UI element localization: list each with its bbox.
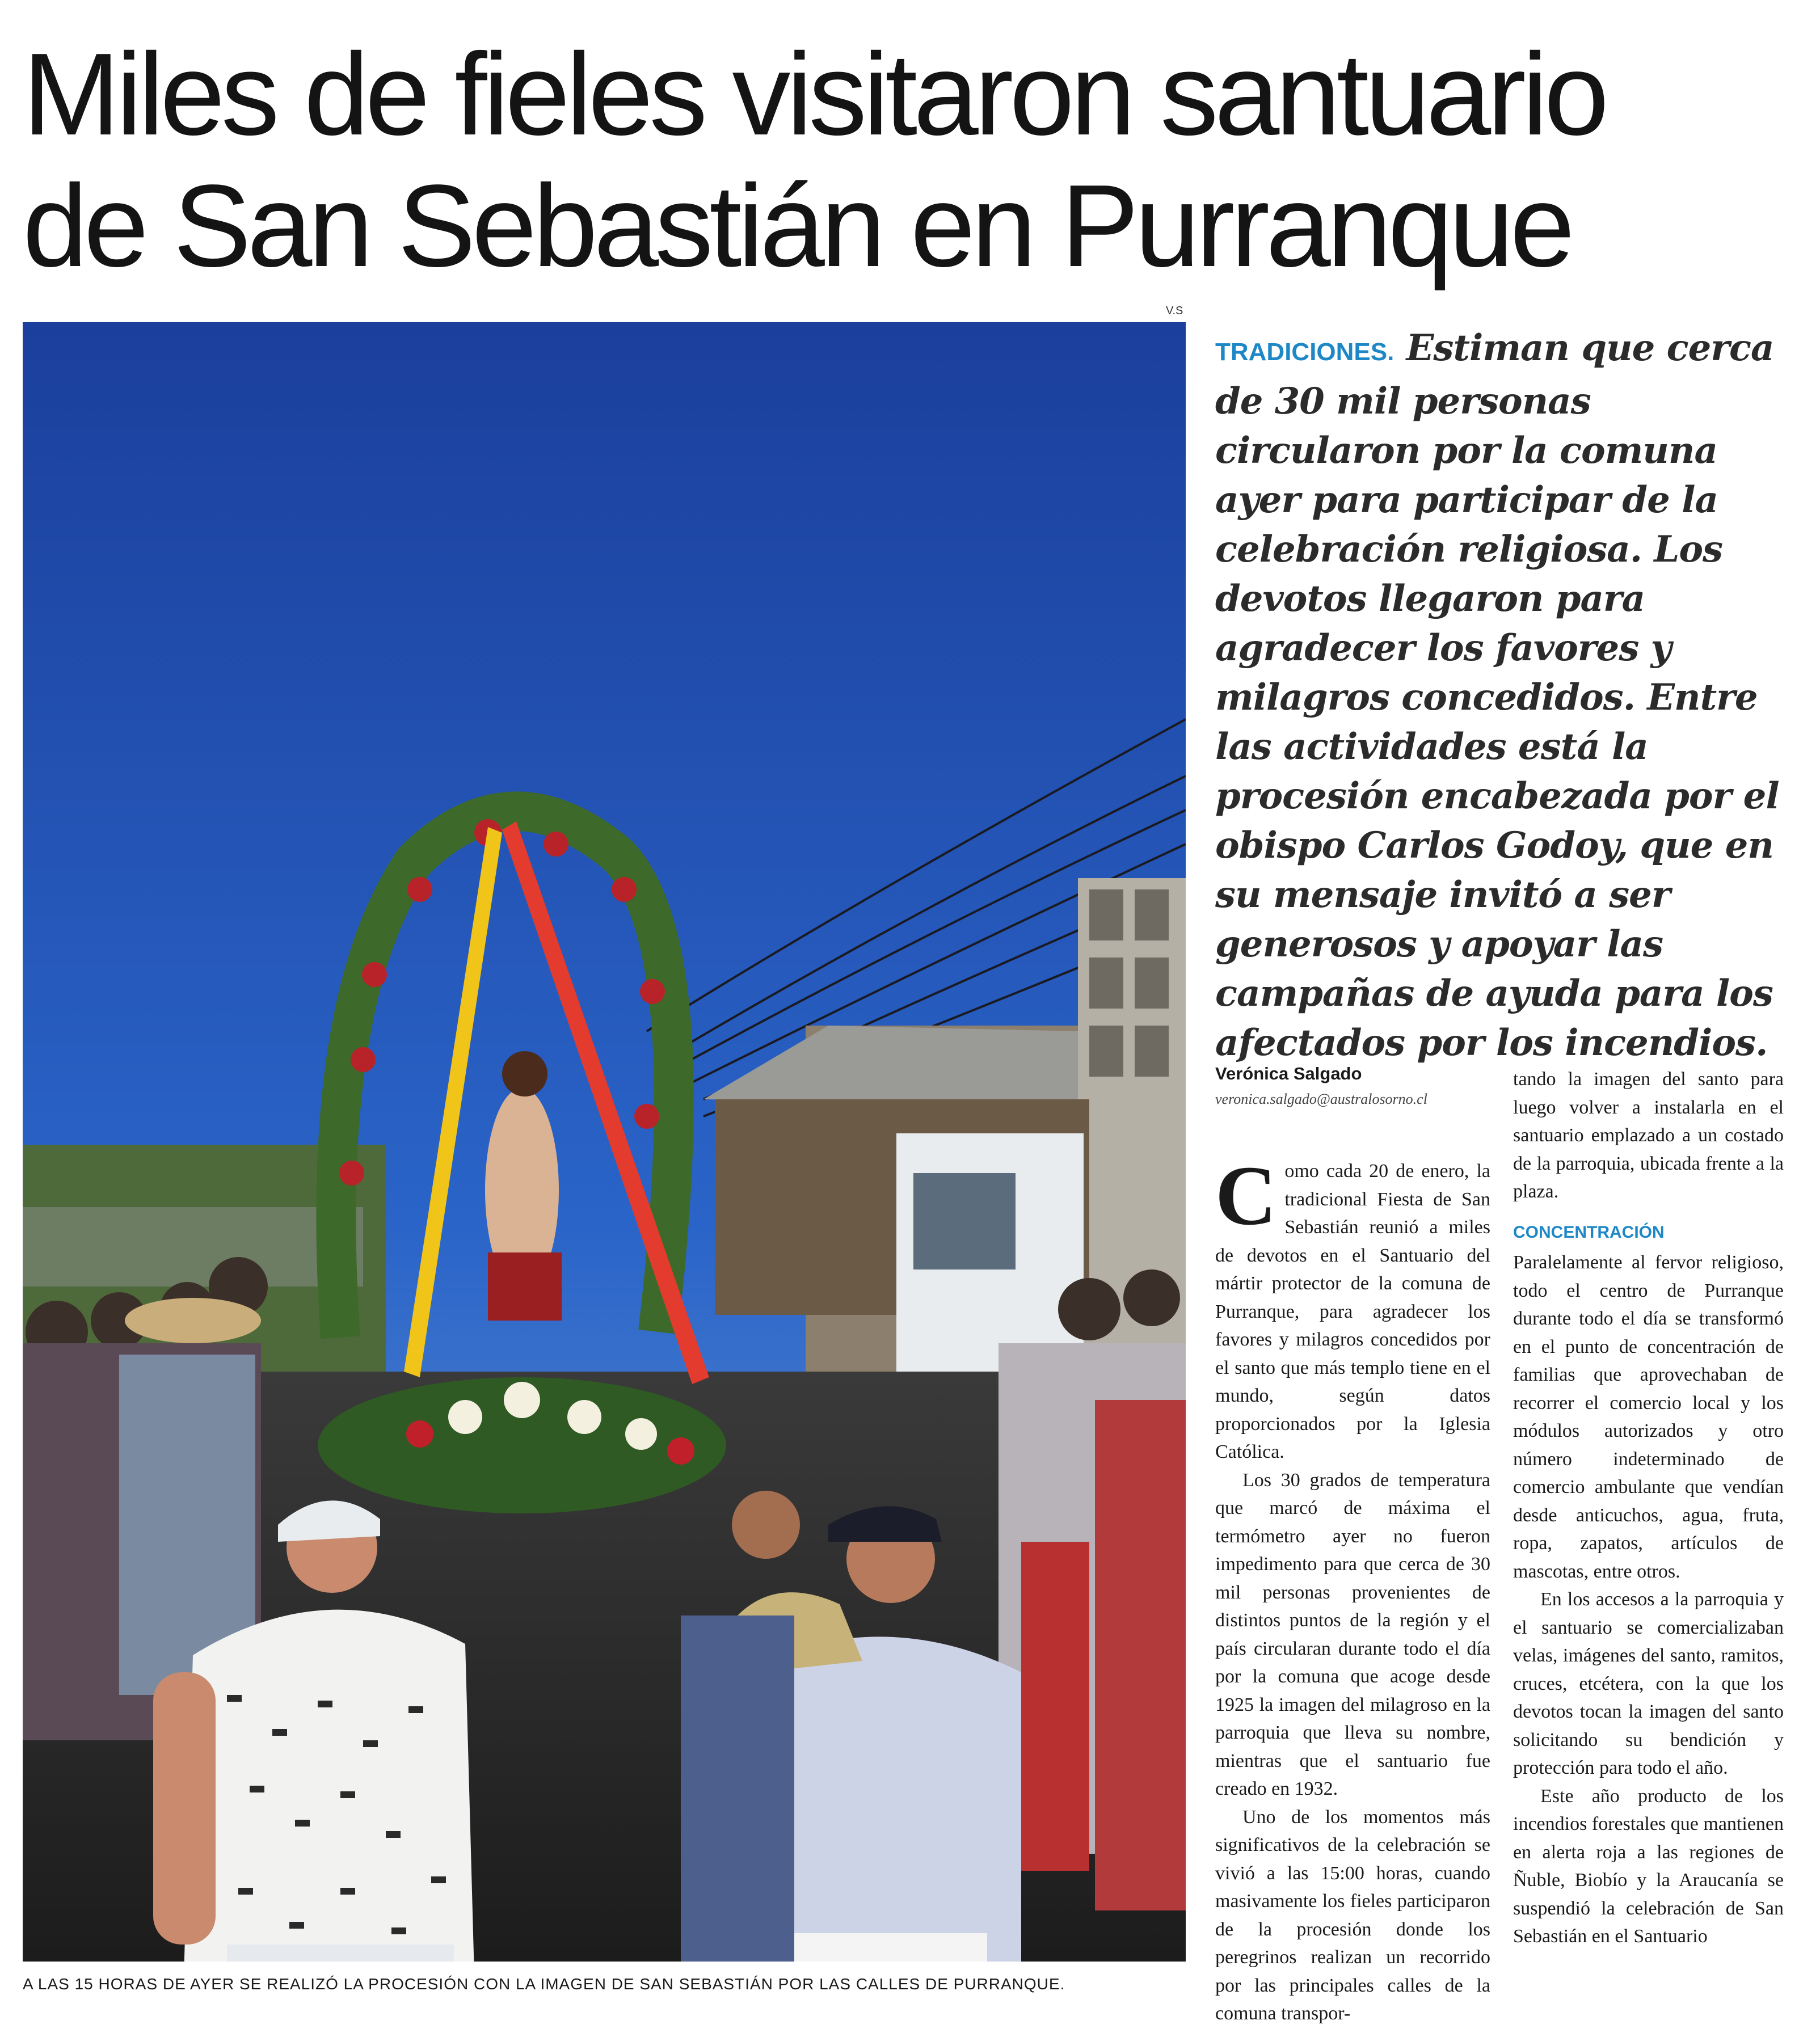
article-paragraph: Uno de los momentos más significativos de la celebración se vivió a las 15:00 horas, cuando masivamente los fieles participaron de la procesión donde los peregrinos realizan un recorrido por las principales calles de la comuna transpor-	[1215, 1806, 1490, 2024]
byline	[1215, 1064, 1499, 1108]
headline-line-1: Miles de fieles visitaron santuario	[23, 29, 1606, 159]
article-paragraph: Los 30 grados de temperatura que marcó de máxima el termómetro ayer no fueron impedimento para que cerca de 30 mil personas provenientes de distintos puntos de la región y el país circularan durante todo el día por la comuna que acoge desde 1925 la imagen del milagroso en la parroquia que lleva su nombre, mientras que el santuario fue creado en 1932.	[1215, 1469, 1490, 1799]
author-name: Verónica Salgado	[1215, 1064, 1362, 1083]
headline-line-2: de San Sebastián en Purranque	[23, 161, 1571, 291]
article-paragraph: Como cada 20 de enero, la tradicional Fiesta de San Sebastián reunió a miles de devotos en el Santuario del mártir protector de la comuna de Purranque, para agradecer los favores y milagros concedidos por el santo que más templo tiene en el mundo, según datos proporcionados por la Iglesia Católica.	[1215, 1149, 1490, 1462]
headline	[23, 28, 1798, 292]
article-paragraph: Paralelamente al fervor religioso, todo el centro de Purranque durante todo el día se transformó en el punto de concentración de familias que aprovechaban de recorrer el comercio local y los módulos autorizados y otro número indeterminado de comercio ambulante que vendían desde anticuchos, agua, fruta, ropa, zapatos, artículos de mascotas, entre otros.	[1513, 1252, 1784, 1582]
author-email: veronica.salgado@australosorno.cl	[1215, 1091, 1427, 1107]
article-paragraph: Este año producto de los incendios forestales que mantienen en alerta roja a las regiones de Ñuble, Biobío y la Araucanía se suspendió la celebración de San Sebastián en el Santuario	[1513, 1785, 1784, 1947]
article-column-1	[1215, 1149, 1490, 2028]
article-column-2	[1513, 1065, 1784, 1951]
section-subhead: CONCENTRACIÓN	[1513, 1222, 1665, 1242]
lead-text: Estiman que cerca de 30 mil personas circularon por la comuna ayer para participar de la celebración religiosa. Los devotos llegaron para agradecer los favores y milagros concedidos. Entre las actividades está la procesión encabezada por el obispo Carlos Godoy, que en su mensaje invitó a ser generosos y apoyar las campañas de ayuda para los afectados por los incendios.	[1215, 327, 1779, 1064]
lead-paragraph	[1215, 323, 1788, 1068]
section-tag: TRADICIONES.	[1215, 338, 1395, 366]
procession-photo	[23, 322, 1186, 1962]
article-paragraph: tando la imagen del santo para luego volver a instalarla en el santuario emplazado a un costado de la parroquia, ubicada frente a la plaza.	[1513, 1069, 1784, 1202]
photo-credit: V.S	[1166, 305, 1183, 317]
drop-cap: C	[1215, 1149, 1277, 1243]
article-paragraph: En los accesos a la parroquia y el santuario se comercializaban velas, imágenes del santo, ramitos, cruces, etcétera, con la que los devotos tocan la imagen del santo solicitando su bendición y protección para todo el año.	[1513, 1589, 1784, 1778]
photo-caption: A LAS 15 HORAS DE AYER SE REALIZÓ LA PROCESIÓN CON LA IMAGEN DE SAN SEBASTIÁN POR LAS CALLES DE PURRANQUE.	[23, 1975, 1065, 1993]
